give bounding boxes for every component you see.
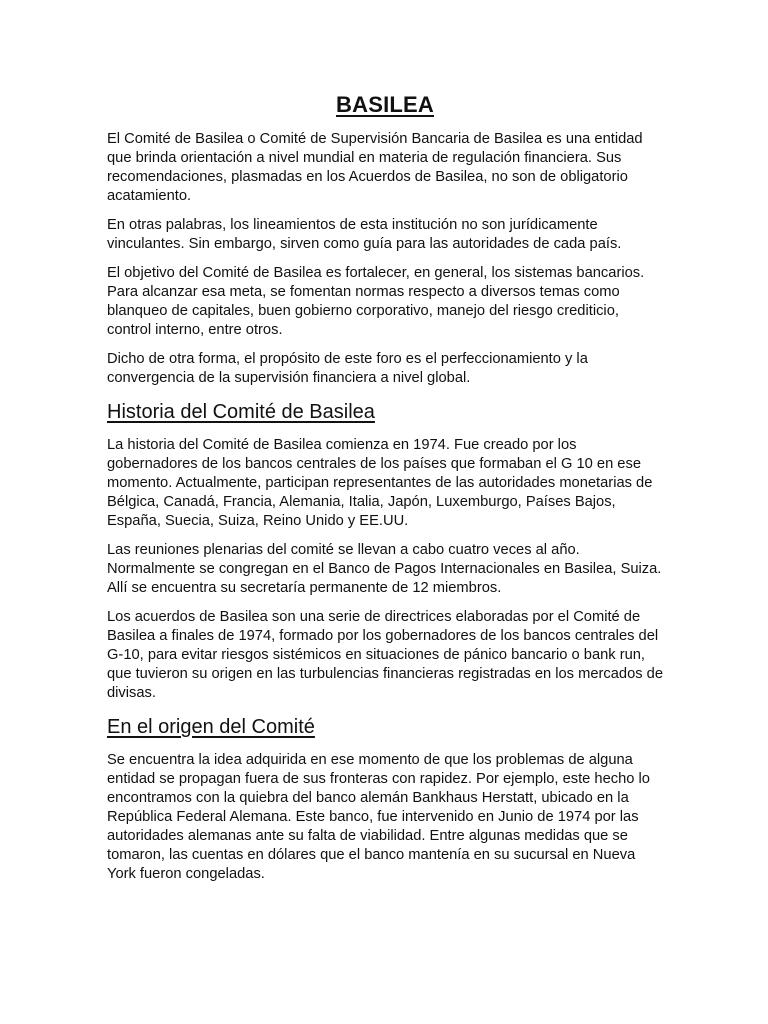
intro-paragraph-4: Dicho de otra forma, el propósito de este foro es el perfeccionamiento y la convergencia de la supervisión financiera a nivel global. — [107, 351, 588, 386]
historia-paragraph-3: Los acuerdos de Basilea son una serie de directrices elaboradas por el Comité de Basilea a finales de 1974, formado por los gobernadores de los bancos centrales del G-10, para evitar riesgos sistémicos en situaciones de pánico bancario o bank run, que tuvieron su origen en las turbulencias financieras registradas en los mercados de divisas. — [107, 609, 663, 701]
historia-paragraph-2: Las reuniones plenarias del comité se llevan a cabo cuatro veces al año. Normalmente se congregan en el Banco de Pagos Internacionales en Basilea, Suiza. Allí se encuentra su secretaría permanente de 12 miembros. — [107, 542, 662, 596]
section-heading-historia: Historia del Comité de Basilea — [107, 401, 375, 423]
document-title: BASILEA — [336, 92, 434, 117]
intro-paragraph-1: El Comité de Basilea o Comité de Supervisión Bancaria de Basilea es una entidad que brinda orientación a nivel mundial en materia de regulación financiera. Sus recomendaciones, plasmadas en los Acuerdos de Basilea, no son de obligatorio acatamiento. — [107, 131, 643, 204]
historia-paragraph-1: La historia del Comité de Basilea comienza en 1974. Fue creado por los gobernadores de los bancos centrales de los países que formaban el G 10 en ese momento. Actualmente, participan representantes de las autoridades monetarias de Bélgica, Canadá, Francia, Alemania, Italia, Japón, Luxemburgo, Países Bajos, España, Suecia, Suiza, Reino Unido y EE.UU. — [107, 437, 653, 529]
section-heading-origen: En el origen del Comité — [107, 716, 315, 738]
document-page — [107, 88, 663, 894]
origen-paragraph-1: Se encuentra la idea adquirida en ese momento de que los problemas de alguna entidad se propagan fuera de sus fronteras con rapidez. Por ejemplo, este hecho lo encontramos con la quiebra del banco alemán Bankhaus Herstatt, ubicado en la República Federal Alemana. Este banco, fue intervenido en Junio de 1974 por las autoridades alemanas ante su falta de viabilidad. Entre algunas medidas que se tomaron, las cuentas en dólares que el banco mantenía en su sucursal en Nueva York fueron congeladas. — [107, 752, 650, 882]
intro-paragraph-3: El objetivo del Comité de Basilea es fortalecer, en general, los sistemas bancarios. Para alcanzar esa meta, se fomentan normas respecto a diversos temas como blanqueo de capitales, buen gobierno corporativo, manejo del riesgo crediticio, control interno, entre otros. — [107, 265, 645, 338]
intro-paragraph-2: En otras palabras, los lineamientos de esta institución no son jurídicamente vinculantes. Sin embargo, sirven como guía para las autoridades de cada país. — [107, 217, 622, 252]
